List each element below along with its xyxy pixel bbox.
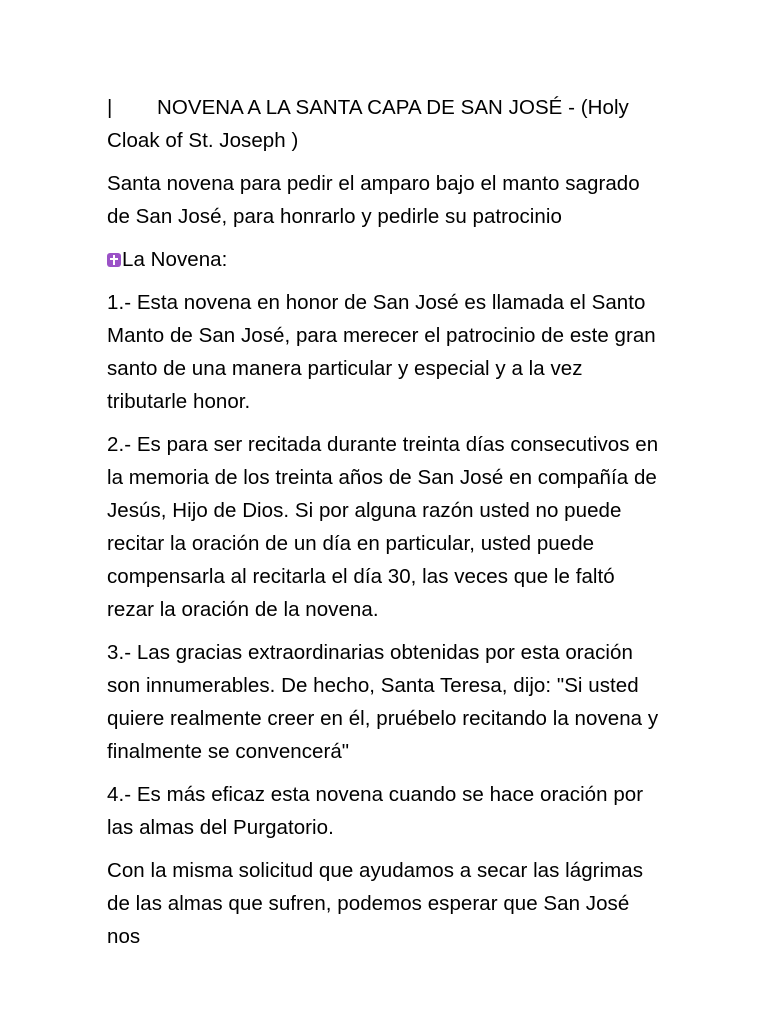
intro-paragraph: Santa novena para pedir el amparo bajo el manto sagrado de San José, para honrarlo y pedirle su patrocinio bbox=[107, 172, 640, 228]
novena-item-3: 3.- Las gracias extraordinarias obtenidas por esta oración son innumerables. De hecho, Santa Teresa, dijo: "Si usted quiere realmente creer en él, pruébelo recitando la novena y finalmente se convencerá" bbox=[107, 641, 659, 763]
document-title bbox=[107, 91, 667, 157]
novena-item-1: 1.- Esta novena en honor de San José es llamada el Santo Manto de San José, para merecer el patrocinio de este gran santo de una manera particular y especial y a la vez tributarle honor. bbox=[107, 291, 656, 413]
closing-paragraph: Con la misma solicitud que ayudamos a secar las lágrimas de las almas que sufren, podemos esperar que San José nos bbox=[107, 859, 644, 948]
purple-cross-icon bbox=[107, 253, 121, 267]
title-text: NOVENA A LA SANTA CAPA DE SAN JOSÉ - (Holy Cloak of St. Joseph ) bbox=[107, 96, 629, 152]
novena-item-2: 2.- Es para ser recitada durante treinta días consecutivos en la memoria de los treinta años de San José en compañía de Jesús, Hijo de Dios. Si por alguna razón usted no puede recitar la oración de un día en particular, usted puede compensarla al recitarla el día 30, las veces que le faltó rezar la oración de la novena. bbox=[107, 433, 659, 621]
title-bar-mark: | bbox=[107, 96, 113, 119]
section-heading bbox=[107, 243, 667, 276]
section-heading-label: La Novena: bbox=[122, 248, 228, 271]
document-body bbox=[107, 91, 667, 963]
novena-item-4: 4.- Es más eficaz esta novena cuando se hace oración por las almas del Purgatorio. bbox=[107, 783, 644, 839]
